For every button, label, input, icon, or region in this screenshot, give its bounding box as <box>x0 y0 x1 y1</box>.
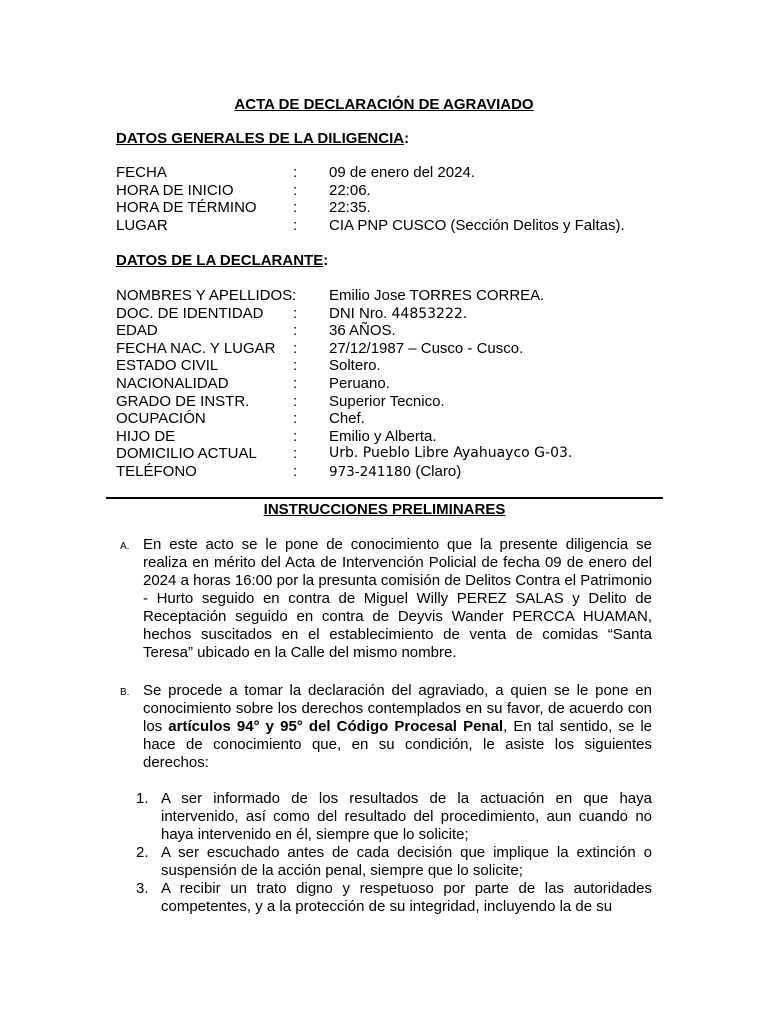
section-heading-declarant <box>116 252 328 269</box>
general-value: CIA PNP CUSCO (Sección Delitos y Faltas). <box>329 216 625 234</box>
declarant-separator: : <box>293 339 298 357</box>
phone-number: 973-241180 <box>329 463 412 480</box>
document-title: ACTA DE DECLARACIÓN DE AGRAVIADO <box>234 96 534 113</box>
declarant-separator: : <box>293 374 298 392</box>
declarant-value: 27/12/1987 – Cusco - Cusco. <box>329 339 524 357</box>
declarant-separator: : <box>293 445 298 463</box>
dni-prefix: DNI Nro. <box>329 304 392 322</box>
declarant-value <box>329 305 467 324</box>
general-label: HORA DE TÉRMINO <box>116 199 257 217</box>
declarant-value: Soltero. <box>329 357 381 375</box>
right-2-number: 2. <box>136 844 149 861</box>
declarant-label: TELÉFONO <box>116 462 197 480</box>
section-heading-general <box>116 130 409 147</box>
general-row-fecha <box>116 164 676 182</box>
declarant-row-hijo-de <box>116 428 676 446</box>
section-heading-declarant-colon: : <box>323 252 329 269</box>
declarant-separator: : <box>293 322 298 340</box>
declarant-label: FECHA NAC. Y LUGAR <box>116 339 276 357</box>
declarant-label: NACIONALIDAD <box>116 374 229 392</box>
item-a-paragraph: En este acto se le pone de conocimiento que la presente diligencia se realiza en mérito del Acta de Intervención Policial de fecha 09 de enero del 2024 a horas 16:00 por la presunta comisión de Delitos Contra el Patrimonio - Hurto seguido en contra de Miguel Willy PEREZ SALAS y Delito de Receptación seguido en contra de Deyvis Wander PERCCA HUAMAN, hechos suscitados en el establecimiento de venta de comidas “Santa Teresa” ubicado en la Calle del mismo nombre. <box>143 536 652 661</box>
general-value: 22:06. <box>329 181 371 199</box>
item-b-text-after: , En tal sentido, se le hace de conocimiento que, en su condición, le asiste los siguientes derechos: <box>143 718 652 771</box>
declarant-row-doc <box>116 305 676 323</box>
declarant-value <box>329 463 461 482</box>
general-separator: : <box>293 199 298 217</box>
declarant-value: Emilio y Alberta. <box>329 427 437 445</box>
declarant-row-edad <box>116 322 676 340</box>
declarant-separator: : <box>293 427 298 445</box>
item-a-letter: A. <box>120 541 130 552</box>
declarant-value: Urb. Pueblo Libre Ayahuayco G-03. <box>329 445 573 462</box>
right-1-number: 1. <box>136 790 149 807</box>
general-row-hora-termino <box>116 199 676 217</box>
general-separator: : <box>293 164 298 181</box>
declarant-row-fecha-nac <box>116 340 676 358</box>
right-3-number: 3. <box>136 880 149 897</box>
general-row-hora-inicio <box>116 182 676 200</box>
item-b-paragraph <box>143 682 652 772</box>
general-label: LUGAR <box>116 216 168 234</box>
declarant-row-grado <box>116 393 676 411</box>
general-value: 09 de enero del 2024. <box>329 164 475 181</box>
general-label: FECHA <box>116 164 167 181</box>
declarant-label: EDAD <box>116 322 158 340</box>
declarant-separator: : <box>293 410 298 428</box>
declarant-row-domicilio <box>116 445 676 463</box>
section-heading-general-text: DATOS GENERALES DE LA DILIGENCIA <box>116 130 405 147</box>
general-separator: : <box>293 181 298 199</box>
declarant-label: NOMBRES Y APELLIDOS: <box>116 287 297 304</box>
section-heading-general-colon: : <box>404 130 410 147</box>
phone-carrier: (Claro) <box>411 462 462 480</box>
horizontal-divider <box>106 497 663 499</box>
declarant-row-estado-civil <box>116 357 676 375</box>
declarant-label: OCUPACIÓN <box>116 410 206 428</box>
declarant-row-telefono <box>116 463 676 481</box>
declarant-row-ocupacion <box>116 410 676 428</box>
declarant-label: DOC. DE IDENTIDAD <box>116 304 264 322</box>
declarant-label: ESTADO CIVIL <box>116 357 219 375</box>
declarant-value: Peruano. <box>329 374 390 392</box>
right-3-text: A recibir un trato digno y respetuoso por parte de las autoridades competentes, y a la protección de su integridad, incluyendo la de su <box>161 880 652 915</box>
declarant-row-nacionalidad <box>116 375 676 393</box>
dni-number: 44853222. <box>391 305 468 322</box>
section-heading-declarant-text: DATOS DE LA DECLARANTE <box>116 252 324 269</box>
declarant-value: Superior Tecnico. <box>329 392 445 410</box>
declarant-label: DOMICILIO ACTUAL <box>116 445 257 463</box>
declarant-value: 36 AÑOS. <box>329 322 396 340</box>
declarant-value: Chef. <box>329 410 365 428</box>
instructions-heading: INSTRUCCIONES PRELIMINARES <box>263 501 506 518</box>
general-value: 22:35. <box>329 199 371 217</box>
item-b-text-bold: artículos 94° y 95° del Código Procesal Penal <box>168 718 504 735</box>
declarant-label: HIJO DE <box>116 427 176 445</box>
declarant-label: GRADO DE INSTR. <box>116 392 250 410</box>
declarant-data-list <box>116 287 676 481</box>
declarant-row-nombres <box>116 287 676 305</box>
item-b-text-before: Se procede a tomar la declaración del agraviado, a quien se le pone en conocimiento sobre los derechos contemplados en su favor, de acuerdo con los <box>143 682 652 735</box>
general-separator: : <box>293 216 298 234</box>
declarant-value: Emilio Jose TORRES CORREA. <box>329 287 545 304</box>
declarant-separator: : <box>293 304 298 322</box>
item-b-letter: B. <box>120 687 130 698</box>
general-data-list <box>116 164 676 234</box>
right-1-text: A ser informado de los resultados de la actuación en que haya intervenido, así como del resultado del procedimiento, aun cuando no haya intervenido en él, siempre que lo solicite; <box>161 790 652 843</box>
right-2-text: A ser escuchado antes de cada decisión que implique la extinción o suspensión de la acción penal, siempre que lo solicite; <box>161 844 652 879</box>
declarant-separator: : <box>293 462 298 480</box>
general-row-lugar <box>116 217 676 235</box>
declarant-separator: : <box>293 392 298 410</box>
declarant-separator: : <box>293 357 298 375</box>
general-label: HORA DE INICIO <box>116 181 234 199</box>
